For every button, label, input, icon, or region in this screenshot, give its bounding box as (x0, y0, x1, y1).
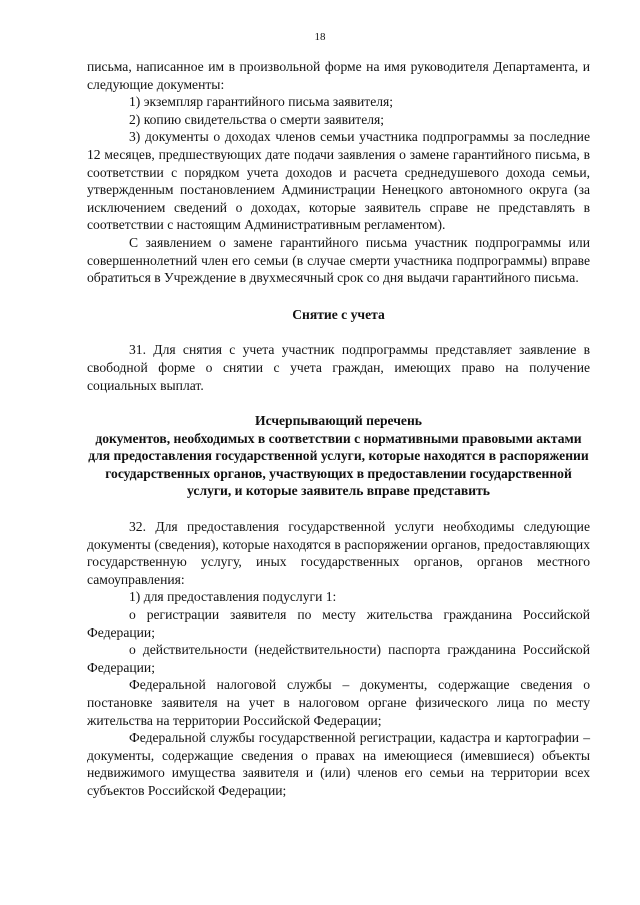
list-item: 1) для предоставления подуслуги 1: (129, 589, 337, 605)
section-heading-list (87, 412, 590, 500)
paragraph: С заявлением о замене гарантийного письма участник подпрограммы или совершеннолетний член его семьи (в случае смерти участника подпрограммы) вправе обратиться в Учреждение в двухмесячный срок со дня выдачи гарантийного письма. (87, 234, 590, 286)
list-item: 3) документы о доходах членов семьи участника подпрограммы за последние 12 месяцев, предшествующих дате подачи заявления о замене гарантийного письма, в соответствии с порядком учета доходов и расчета среднедушевого дохода семьи, утвержденным постановлением Администрации Ненецкого автономного округа (за исключением сведений о доходах, которые заявитель справе не представлять в соответствии с настоящим Административным регламентом). (87, 129, 590, 233)
heading-line: документов, необходимых в соответствии с нормативными правовыми актами для предоставления государственной услуги, которые находятся в распоряжении государственных органов, участвующих в предоставлении государственной услуги, и которые заявитель вправе представить (88, 430, 589, 499)
list-item: Федеральной службы государственной регистрации, кадастра и картографии – документы, содержащие сведения о правах на имеющиеся (имевшиеся) объекты недвижимого имущества заявителя и (или) членов его семьи на территории всех субъектов Российской Федерации; (87, 730, 590, 798)
list-item: Федеральной налоговой службы – документы, содержащие сведения о постановке заявителя на учет в налоговом органе физического лица по месту жительства на территории Российской Федерации; (87, 677, 590, 728)
paragraph: письма, написанное им в произвольной форме на имя руководителя Департамента, и следующие документы: (87, 59, 590, 92)
document-body (87, 58, 590, 800)
list-item: о действительности (недействительности) паспорта гражданина Российской Федерации; (87, 642, 590, 675)
list-item: 2) копию свидетельства о смерти заявителя; (129, 111, 385, 127)
page-number: 18 (314, 31, 326, 43)
section-heading: Снятие с учета (292, 306, 385, 322)
paragraph-31: 31. Для снятия с учета участник подпрограммы представляет заявление в свободной форме о снятии с учета граждан, имеющих право на получение социальных выплат. (87, 342, 590, 393)
heading-line: Исчерпывающий перечень (255, 413, 422, 429)
paragraph-32: 32. Для предоставления государственной услуги необходимы следующие документы (сведения), которые находятся в распоряжении органов, предоставляющих государственную услугу, иных государственных органов, органов местного самоуправления: (87, 519, 590, 587)
list-item: 1) экземпляр гарантийного письма заявителя; (129, 94, 394, 110)
list-item: о регистрации заявителя по месту жительства гражданина Российской Федерации; (87, 607, 590, 640)
